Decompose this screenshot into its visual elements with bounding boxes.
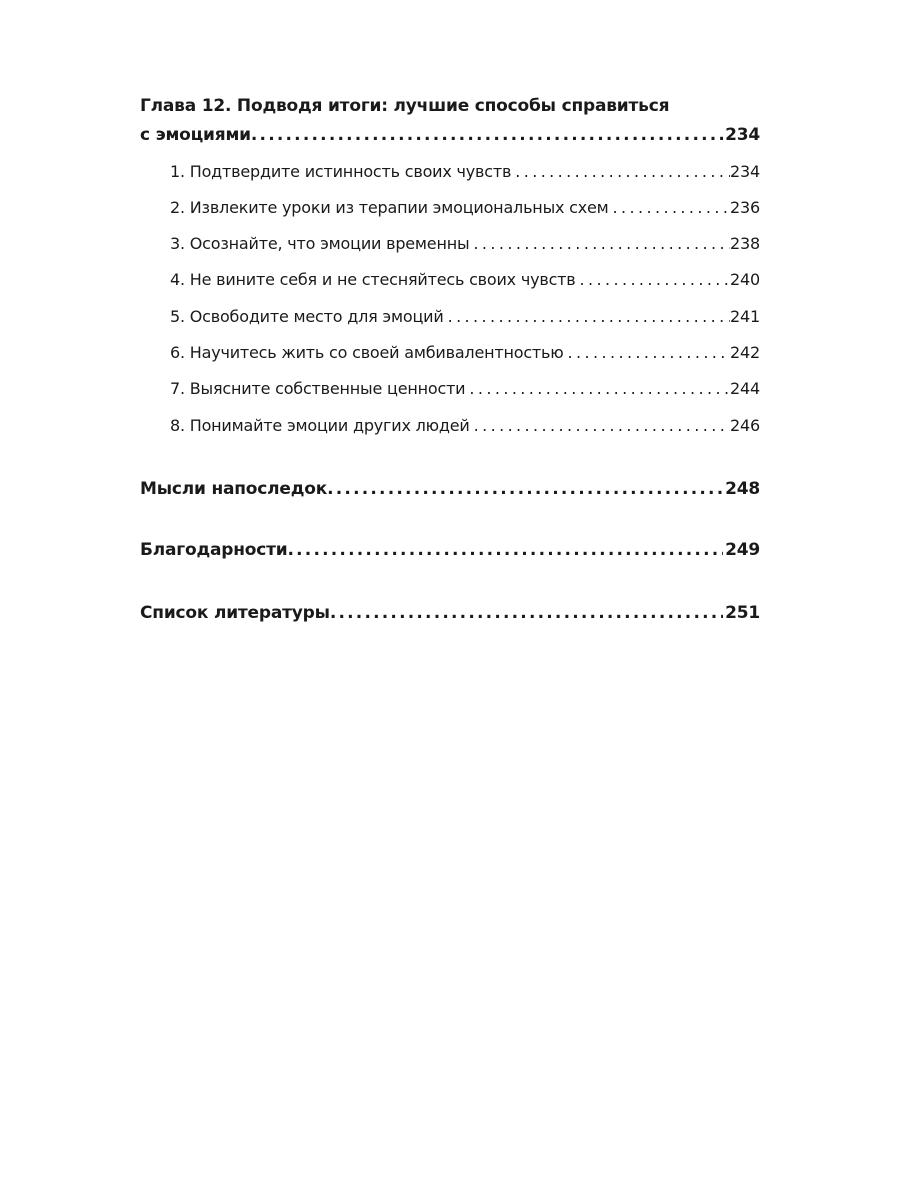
toc-item [170,416,760,435]
dot-leader [465,379,730,398]
toc-section [140,540,760,560]
dot-leader [251,125,723,145]
toc-item-label: 6. Научитесь жить со своей амбивалентностью [170,343,564,362]
chapter-12-entry [140,125,760,145]
toc-item-page: 244 [730,379,760,398]
toc-item [170,198,760,217]
chapter-12-title-line1: Глава 12. Подводя итоги: лучшие способы справиться [140,96,670,116]
toc-section [140,603,760,623]
dot-leader [469,234,730,253]
toc-item-page: 240 [730,270,760,289]
toc-section-page: 248 [725,479,760,499]
toc-item-page: 242 [730,343,760,362]
dot-leader [330,603,723,623]
dot-leader [511,162,730,181]
toc-item-label: 2. Извлеките уроки из терапии эмоциональных схем [170,198,609,217]
dot-leader [287,540,723,560]
dot-leader [576,270,731,289]
toc-item-label: 1. Подтвердите истинность своих чувств [170,162,512,181]
toc-item [170,307,760,326]
toc-section-page: 249 [725,540,760,560]
toc-section [140,479,760,499]
toc-item-page: 241 [730,307,760,326]
chapter-12-page: 234 [725,125,760,145]
toc-section-label: Мысли напоследок [140,479,328,499]
toc-item-page: 234 [730,162,760,181]
toc-item-label: 5. Освободите место для эмоций [170,307,444,326]
toc-item-label: 4. Не вините себя и не стесняйтесь своих чувств [170,270,576,289]
toc-item [170,162,760,181]
dot-leader [609,198,731,217]
dot-leader [327,479,723,499]
toc-item-label: 3. Осознайте, что эмоции временны [170,234,470,253]
chapter-12-title-line2: с эмоциями [140,125,251,145]
toc-item [170,234,760,253]
toc-item [170,343,760,362]
toc-item [170,270,760,289]
toc-item [170,379,760,398]
toc-item-page: 246 [730,416,760,435]
dot-leader [444,307,730,326]
toc-item-label: 7. Выясните собственные ценности [170,379,466,398]
toc-item-label: 8. Понимайте эмоции других людей [170,416,470,435]
dot-leader [564,343,731,362]
toc-item-page: 236 [730,198,760,217]
toc-section-page: 251 [725,603,760,623]
toc-section-label: Благодарности [140,540,288,560]
dot-leader [470,416,730,435]
toc-section-label: Список литературы [140,603,330,623]
toc-item-page: 238 [730,234,760,253]
